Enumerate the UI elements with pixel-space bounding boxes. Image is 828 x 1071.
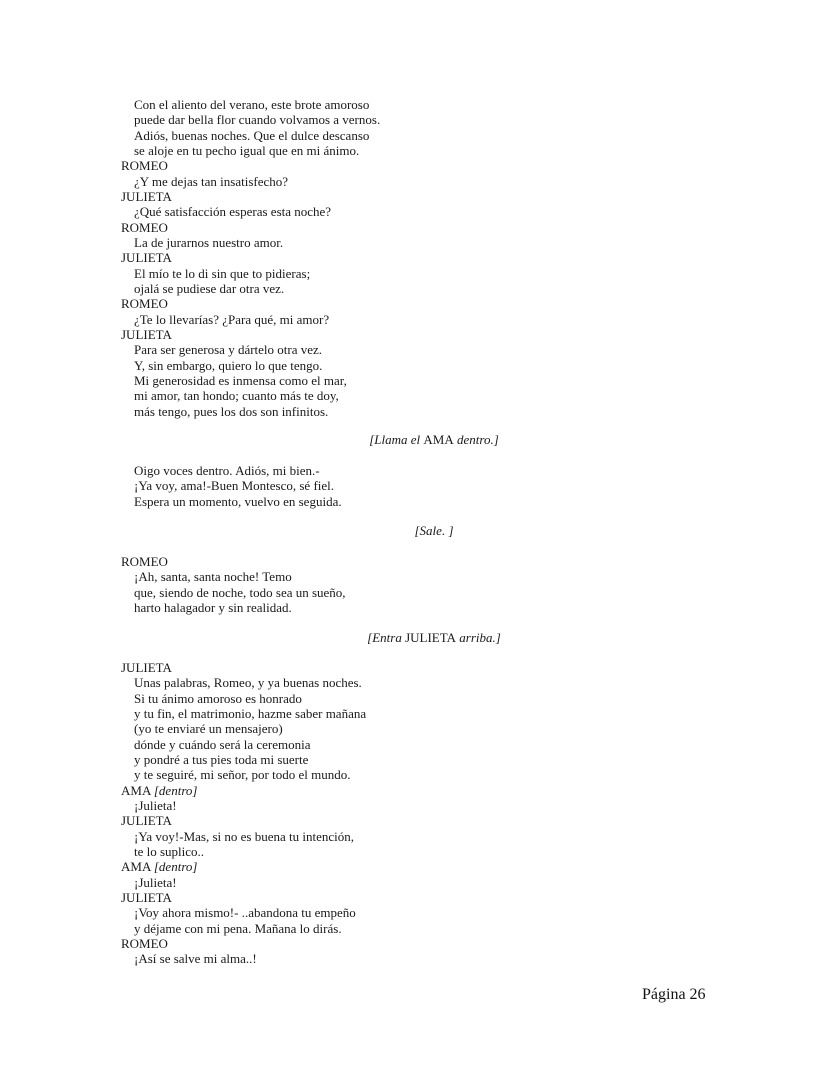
- page-number: Página 26: [642, 986, 706, 1003]
- stage-text: [Entra: [367, 630, 406, 645]
- speaker-label: JULIETA: [121, 889, 172, 905]
- verse-text: puede dar bella flor cuando volvamos a vernos.: [134, 112, 381, 128]
- verse-line: [134, 494, 342, 509]
- verse-line: [134, 463, 320, 478]
- stage-aside: [dentro]: [153, 782, 198, 798]
- speaker-name: [121, 250, 172, 265]
- verse-line: [134, 266, 310, 281]
- verse-line: [134, 404, 328, 419]
- speaker-name: [121, 660, 172, 675]
- speaker-name: [121, 158, 168, 173]
- verse-line: [134, 600, 292, 615]
- verse-line: [134, 829, 354, 844]
- speaker-name: [121, 783, 197, 798]
- verse-line: [134, 143, 359, 158]
- stage-text: arriba.]: [456, 630, 501, 645]
- verse-text: y tu fin, el matrimonio, hazme saber mañana: [134, 705, 367, 721]
- verse-line: [134, 844, 204, 859]
- verse-text: Espera un momento, vuelvo en seguida.: [134, 493, 342, 509]
- verse-line: [134, 358, 322, 373]
- verse-text: y te seguiré, mi señor, por todo el mundo.: [134, 767, 351, 783]
- stage-character: AMA: [423, 432, 454, 447]
- verse-text: Unas palabras, Romeo, y ya buenas noches.: [134, 675, 362, 691]
- verse-line: [134, 752, 308, 767]
- verse-text: El mío te lo di sin que to pidieras;: [134, 265, 311, 281]
- verse-text: Si tu ánimo amoroso es honrado: [134, 690, 302, 706]
- verse-text: ¡Así se salve mi alma..!: [134, 951, 257, 967]
- verse-text: mi amor, tan hondo; cuanto más te doy,: [134, 388, 339, 404]
- verse-text: ¡Julieta!: [134, 874, 177, 890]
- stage-direction-entra: [0, 630, 828, 645]
- verse-text: ¿Y me dejas tan insatisfecho?: [134, 173, 289, 189]
- verse-text: Para ser generosa y dártelo otra vez.: [134, 342, 323, 358]
- verse-text: ¡Ya voy, ama!-Buen Montesco, sé fiel.: [134, 478, 335, 494]
- speaker-name: [121, 890, 172, 905]
- verse-text: Y, sin embargo, quiero lo que tengo.: [134, 357, 323, 373]
- verse-line: [134, 174, 288, 189]
- verse-line: [134, 798, 177, 813]
- speaker-label: JULIETA: [121, 250, 172, 266]
- verse-text: harto halagador y sin realidad.: [134, 599, 292, 615]
- speaker-name: [121, 554, 168, 569]
- speaker-name: [121, 189, 172, 204]
- verse-line: [134, 737, 311, 752]
- verse-text: Con el aliento del verano, este brote amoroso: [134, 97, 370, 112]
- stage-direction-llama: [0, 432, 828, 447]
- verse-line: [134, 585, 346, 600]
- verse-line: [134, 373, 347, 388]
- verse-text: La de jurarnos nuestro amor.: [134, 234, 284, 250]
- speaker-name: [121, 220, 168, 235]
- verse-text: Oigo voces dentro. Adiós, mi bien.-: [134, 463, 320, 478]
- speaker-name: [121, 296, 168, 311]
- verse-line: [134, 569, 292, 584]
- verse-line: [134, 204, 331, 219]
- speaker-label: ROMEO: [121, 935, 168, 951]
- verse-line: [134, 388, 339, 403]
- verse-text: Adiós, buenas noches. Que el dulce descanso: [134, 127, 370, 143]
- verse-line: [134, 112, 380, 127]
- verse-line: [134, 128, 369, 143]
- speaker-label: AMA: [121, 782, 154, 798]
- verse-line: [134, 281, 284, 296]
- verse-line: [134, 691, 302, 706]
- verse-line: [134, 235, 283, 250]
- stage-text: dentro.]: [453, 432, 499, 447]
- verse-text: ¡Voy ahora mismo!- ..abandona tu empeño: [134, 905, 356, 921]
- stage-text: [Sale. ]: [414, 523, 454, 538]
- verse-text: ¿Qué satisfacción esperas esta noche?: [134, 204, 332, 220]
- speaker-name: [121, 813, 172, 828]
- verse-line: [134, 905, 356, 920]
- verse-text: que, siendo de noche, todo sea un sueño,: [134, 584, 346, 600]
- verse-text: (yo te enviaré un mensajero): [134, 721, 283, 737]
- stage-character: JULIETA: [405, 630, 457, 645]
- verse-line: [134, 767, 350, 782]
- verse-text: ¡Julieta!: [134, 797, 177, 813]
- verse-line: [134, 921, 342, 936]
- speaker-label: JULIETA: [121, 188, 172, 204]
- verse-text: te lo suplico..: [134, 843, 205, 859]
- verse-text: se aloje en tu pecho igual que en mi ánimo.: [134, 142, 360, 158]
- verse-text: dónde y cuándo será la ceremonia: [134, 736, 311, 752]
- speaker-name: [121, 859, 197, 874]
- verse-text: ¡Ah, santa, santa noche! Temo: [134, 569, 292, 585]
- speaker-name: [121, 327, 172, 342]
- speaker-label: JULIETA: [121, 660, 172, 675]
- verse-line: [134, 97, 369, 112]
- verse-line: [134, 342, 322, 357]
- stage-aside: [dentro]: [153, 859, 198, 875]
- verse-text: ¿Te lo llevarías? ¿Para qué, mi amor?: [134, 311, 330, 327]
- speaker-name: [121, 936, 168, 951]
- verse-line: [134, 478, 334, 493]
- speaker-label: ROMEO: [121, 554, 168, 569]
- verse-text: Mi generosidad es inmensa como el mar,: [134, 372, 347, 388]
- verse-text: y pondré a tus pies toda mi suerte: [134, 751, 309, 767]
- verse-text: más tengo, pues los dos son infinitos.: [134, 403, 329, 419]
- verse-line: [134, 951, 257, 966]
- verse-line: [134, 875, 177, 890]
- speaker-label: ROMEO: [121, 219, 168, 235]
- speaker-label: ROMEO: [121, 158, 168, 174]
- stage-text: [Llama el: [369, 432, 424, 447]
- speaker-label: AMA: [121, 859, 154, 875]
- verse-line: [134, 312, 329, 327]
- stage-direction-sale: [0, 523, 828, 538]
- verse-line: [134, 706, 366, 721]
- speaker-label: JULIETA: [121, 326, 172, 342]
- verse-line: [134, 721, 283, 736]
- speaker-label: JULIETA: [121, 813, 172, 829]
- verse-text: ¡Ya voy!-Mas, si no es buena tu intención,: [134, 828, 355, 844]
- speaker-label: ROMEO: [121, 296, 168, 312]
- verse-line: [134, 675, 362, 690]
- verse-text: y déjame con mi pena. Mañana lo dirás.: [134, 920, 342, 936]
- verse-text: ojalá se pudiese dar otra vez.: [134, 280, 285, 296]
